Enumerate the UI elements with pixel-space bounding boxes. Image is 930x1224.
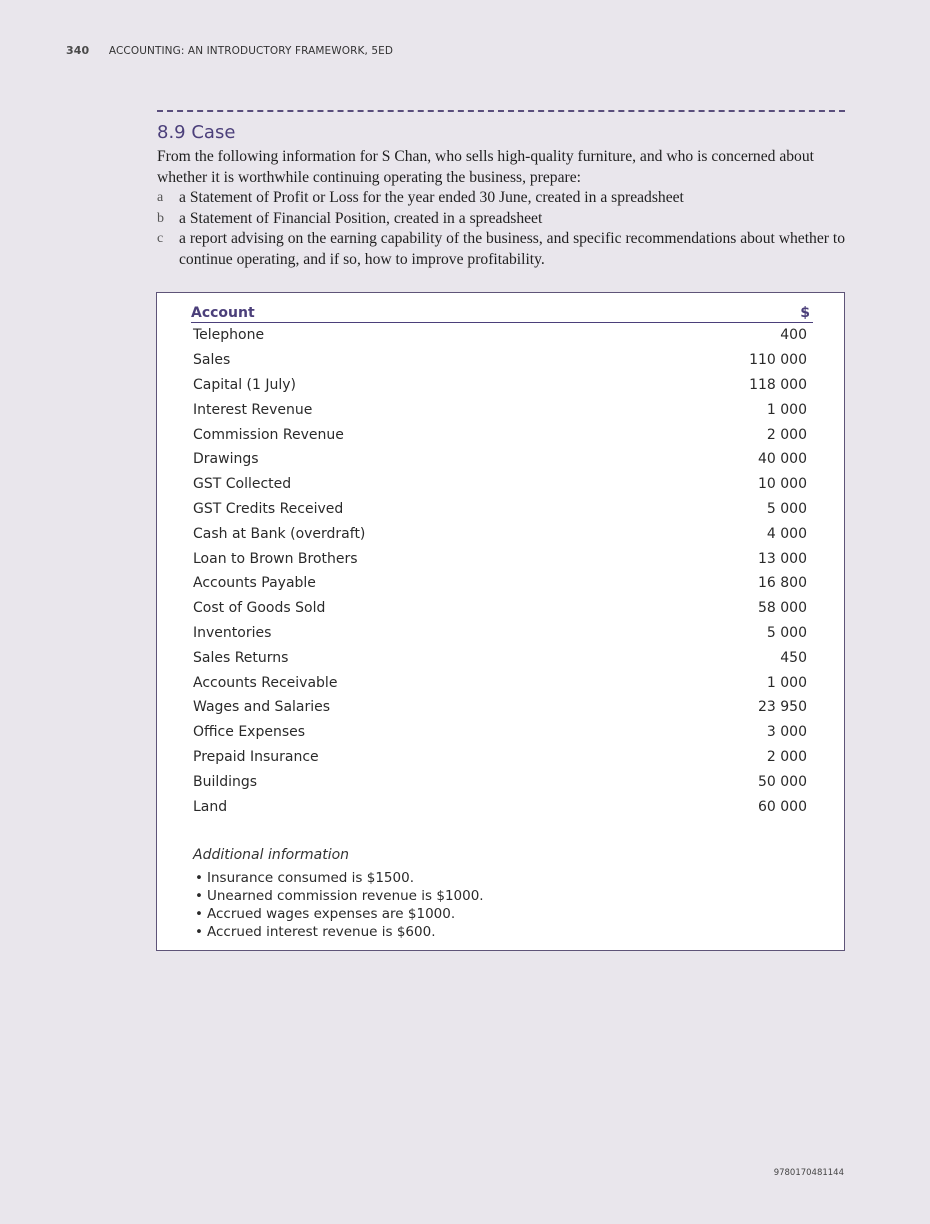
- task-item: [157, 229, 845, 270]
- task-text: a Statement of Profit or Loss for the year ended 30 June, created in a spreadsheet: [179, 189, 684, 206]
- additional-item-text: Accrued interest revenue is $600.: [207, 924, 436, 940]
- task-item: [157, 209, 845, 230]
- account-name: Drawings: [193, 451, 259, 468]
- table-row: [191, 348, 813, 373]
- table-row: [191, 472, 813, 497]
- account-name: Accounts Payable: [193, 575, 316, 592]
- account-amount: 60 000: [758, 798, 807, 815]
- additional-item-text: Insurance consumed is $1500.: [207, 870, 414, 886]
- account-amount: 118 000: [749, 376, 807, 393]
- table-row: [191, 645, 813, 670]
- account-name: Commission Revenue: [193, 426, 344, 443]
- header-amount: $: [800, 305, 810, 321]
- table-row: [191, 794, 813, 819]
- account-amount: 1 000: [766, 401, 807, 418]
- account-name: Sales: [193, 352, 231, 369]
- account-name: Cash at Bank (overdraft): [193, 525, 366, 542]
- additional-list: [193, 869, 793, 941]
- account-name: Interest Revenue: [193, 401, 313, 418]
- case-intro: From the following information for S Chan, who sells high-quality furniture, and who is concerned about whether it is worthwhile continuing operating the business, prepare:: [157, 148, 814, 186]
- account-amount: 40 000: [758, 451, 807, 468]
- account-amount: 23 950: [758, 699, 807, 716]
- account-amount: 10 000: [758, 476, 807, 493]
- book-title: ACCOUNTING: AN INTRODUCTORY FRAMEWORK, 5ED: [108, 45, 394, 57]
- task-list: [157, 188, 845, 270]
- account-name: Buildings: [193, 773, 258, 790]
- task-text: a report advising on the earning capability of the business, and specific recommendations about whether to continue operating, and if so, how to improve profitability.: [179, 230, 846, 268]
- table-row: [191, 546, 813, 571]
- account-name: Land: [193, 798, 228, 815]
- account-name: GST Credits Received: [193, 500, 344, 517]
- account-table: [191, 293, 813, 819]
- account-name: Accounts Receivable: [193, 674, 338, 691]
- list-item: [193, 905, 793, 923]
- account-name: Loan to Brown Brothers: [193, 550, 358, 567]
- table-row: [191, 596, 813, 621]
- task-text: a Statement of Financial Position, created in a spreadsheet: [179, 209, 543, 227]
- account-name: Prepaid Insurance: [193, 748, 319, 765]
- account-amount: 50 000: [758, 773, 807, 790]
- table-row: [191, 571, 813, 596]
- running-header: [66, 44, 393, 57]
- account-rows: [191, 323, 813, 819]
- account-name: GST Collected: [193, 476, 292, 493]
- account-name: Telephone: [193, 327, 265, 344]
- list-item: [193, 887, 793, 905]
- account-table-header: [191, 293, 813, 323]
- account-amount: 1 000: [766, 674, 807, 691]
- bullet-icon: •: [195, 870, 203, 886]
- account-name: Office Expenses: [193, 724, 306, 741]
- table-row: [191, 745, 813, 770]
- task-letter: a: [157, 190, 164, 205]
- case-title: 8.9 Case: [157, 122, 236, 143]
- list-item: [193, 923, 793, 941]
- account-amount: 16 800: [758, 575, 807, 592]
- page-number: 340: [66, 44, 90, 57]
- table-row: [191, 323, 813, 348]
- account-amount: 2 000: [766, 748, 807, 765]
- case-section: [157, 110, 845, 270]
- bullet-icon: •: [195, 924, 203, 940]
- table-row: [191, 422, 813, 447]
- additional-item-text: Unearned commission revenue is $1000.: [207, 888, 484, 904]
- bullet-icon: •: [195, 906, 203, 922]
- account-amount: 13 000: [758, 550, 807, 567]
- account-amount: 110 000: [749, 352, 807, 369]
- additional-information: [193, 847, 793, 941]
- account-name: Capital (1 July): [193, 376, 296, 393]
- account-amount: 58 000: [758, 600, 807, 617]
- dashed-divider: [157, 110, 845, 112]
- table-row: [191, 397, 813, 422]
- task-letter: b: [157, 210, 164, 226]
- table-row: [191, 720, 813, 745]
- table-row: [191, 447, 813, 472]
- additional-label: Additional information: [193, 847, 350, 863]
- task-letter: c: [157, 231, 164, 246]
- header-account: Account: [191, 305, 255, 321]
- table-row: [191, 769, 813, 794]
- task-item: [157, 188, 845, 209]
- table-row: [191, 695, 813, 720]
- account-name: Inventories: [193, 624, 272, 641]
- table-row: [191, 497, 813, 522]
- account-name: Sales Returns: [193, 649, 289, 666]
- account-amount: 400: [780, 327, 807, 344]
- account-name: Cost of Goods Sold: [193, 600, 326, 617]
- table-row: [191, 521, 813, 546]
- isbn: 9780170481144: [773, 1168, 844, 1178]
- account-amount: 450: [780, 649, 807, 666]
- account-amount: 5 000: [766, 624, 807, 641]
- list-item: [193, 869, 793, 887]
- account-amount: 2 000: [766, 426, 807, 443]
- table-row: [191, 670, 813, 695]
- account-amount: 3 000: [766, 724, 807, 741]
- table-row: [191, 373, 813, 398]
- additional-item-text: Accrued wages expenses are $1000.: [207, 906, 456, 922]
- table-row: [191, 621, 813, 646]
- account-name: Wages and Salaries: [193, 699, 331, 716]
- bullet-icon: •: [195, 888, 203, 904]
- account-table-box: [156, 292, 845, 951]
- account-amount: 4 000: [766, 525, 807, 542]
- account-amount: 5 000: [766, 500, 807, 517]
